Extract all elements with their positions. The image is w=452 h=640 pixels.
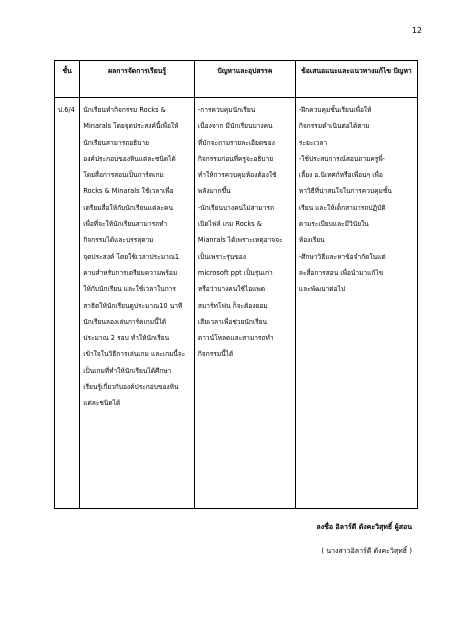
cell-text-line: เลี้ยง อ.นิเทศก์หรือเพื่อนๆ เพื่อ — [298, 171, 383, 180]
cell-text-line: นักเรียนลองเล่นการ์ดเกมนี้ได้ — [83, 317, 167, 326]
cell-text-line: กิจกรรมดำเนินต่อได้ตาม — [298, 122, 370, 131]
cell-text-line: หรือว่าบางคนใช้ไอแพด — [197, 285, 266, 294]
header-problems: ปัญหาและอุปสรรค — [194, 61, 295, 98]
cell-text-line: สมาร์ทโฟน ก็จะต้องยอม — [197, 301, 268, 310]
cell-text-line: เนื่องจาก มีนักเรียนบางคน — [197, 122, 273, 131]
cell-text-line: พลังมากขึ้น — [197, 187, 231, 196]
table-row — [55, 98, 418, 509]
cell-text-line: ให้กับนักเรียน และใช้เวลาในการ — [83, 285, 176, 294]
cell-text-line: คาบสำหรับการเตรียมความพร้อม — [83, 268, 178, 277]
cell-text-line: โดยสื่อการสอนเป็นการ์ดเกม — [83, 171, 164, 180]
cell-text-line: ห้องเรียน — [298, 236, 325, 245]
cell-text-line: Rocks & Minarals ใช้เวลาเพื่อ — [83, 187, 174, 196]
cell-text-line: จุดประสงค์ โดยใช้เวลาประมาณ1 — [83, 252, 180, 261]
cell-text-line: เรียน และให้เด็กสามารถปฏิบัติ — [298, 203, 386, 212]
signature-line: ลงชื่อ อิลาร์ดี ดังคะวิสุทธิ์ ผู้สอน — [316, 523, 412, 531]
cell-text-line: เข้าใจในวิธีการเล่นเกม และเกมนี้จะ — [83, 350, 186, 359]
cell-text-line: เรียนรู้เกี่ยวกับองค์ประกอบของหิน — [83, 383, 179, 392]
cell-text-line: เปิดไฟล์ เกม Rocks & — [197, 220, 262, 229]
header-suggestions: ข้อเสนอแนะและแนวทางแก้ไข ปัญหา — [295, 61, 417, 98]
cell-text-line: หาวิธีที่น่าสนใจในการควบคุมชั้น — [298, 187, 392, 196]
page-number: 12 — [411, 26, 422, 35]
cell-text-line: กิจกรรมนี้ได้ — [197, 350, 234, 359]
cell-text-line: กิจกรรมได้และบรรลุตาม — [83, 236, 154, 245]
cell-text-line: ประมาณ 2 รอบ ทำให้นักเรียน — [83, 334, 170, 343]
cell-text-line: ระยะเวลา — [298, 138, 328, 147]
cell-text-line: เตรียมสื่อให้กับนักเรียนแต่ละคน — [83, 203, 173, 212]
cell-text-line: และพัฒนาต่อไป — [298, 285, 346, 294]
cell-text-line: -นักเรียนบางคนไม่สามารถ — [197, 203, 274, 212]
cell-text-line: ดาวน์โหลดและสามารถทำ — [197, 334, 274, 343]
cell-text-line: กิจกรรมก่อนที่ครูจะอธิบาย — [197, 154, 274, 163]
signer-name: ( นางสาวอิลาร์ดี ดังคะวิสุทธิ์ ) — [321, 547, 412, 555]
teaching-report-table — [54, 60, 418, 509]
cell-text-line: ตามระเบียบและมีวินัยใน — [298, 220, 369, 229]
cell-text-line: เป็นเพราะรุ่นของ — [197, 252, 246, 261]
cell-text-line: -การควบคุมนักเรียน — [197, 106, 256, 114]
cell-text-line: ทำให้การควบคุมห้องต้องใช้ — [197, 171, 277, 180]
cell-text-line: ละสื่อการสอน เพื่อนำมาแก้ไข — [298, 268, 384, 277]
cell-text-line: -ศึกษาวิธีและหาข้อจำกัดในแต่ — [298, 252, 386, 261]
cell-problems — [194, 98, 295, 509]
table-header-row — [55, 61, 418, 98]
cell-text-line: เพื่อที่จะให้นักเรียนสามารถทำ — [83, 220, 168, 229]
cell-text-line: เป็นเกมที่ทำให้นักเรียนได้ศึกษา — [83, 366, 172, 375]
cell-text-line: Mianrals ได้เพราะเหตุอาจจะ — [197, 236, 283, 245]
cell-text-line: นักเรียนทำกิจกรรม Rocks & — [83, 106, 166, 114]
header-results: ผลการจัดการเรียนรู้ — [80, 61, 195, 98]
cell-text-line: องค์ประกอบของหินแต่ละชนิดได้ — [83, 154, 176, 163]
cell-text-line: microsoft ppt เป็นรุ่นเก่า — [197, 268, 273, 277]
cell-results — [80, 98, 195, 509]
cell-text-line: ที่มักจะถามรายละเอียดของ — [197, 138, 275, 147]
cell-grade: ป.6/4 — [55, 98, 80, 509]
cell-text-line: Minarals โดยจุดประสงค์นี้เพื่อให้ — [83, 122, 179, 131]
cell-suggestions — [295, 98, 417, 509]
cell-text-line: นักเรียนสามารถอธิบาย — [83, 138, 149, 147]
cell-text-line: แต่ละชนิดได้ — [83, 399, 121, 408]
cell-text-line: -ฝึกควบคุมชั้นเรียนเพื่อให้ — [298, 106, 372, 114]
cell-text-line: -ใช้ประสบการณ์สอนถามครูพี่- — [298, 154, 386, 163]
header-grade: ชั้น — [55, 61, 80, 98]
cell-text-line: สาธิตให้นักเรียนดูประมาณ10 นาที — [83, 301, 183, 310]
cell-text-line: เสียเวลาเพื่อช่วยนักเรียน — [197, 317, 268, 326]
